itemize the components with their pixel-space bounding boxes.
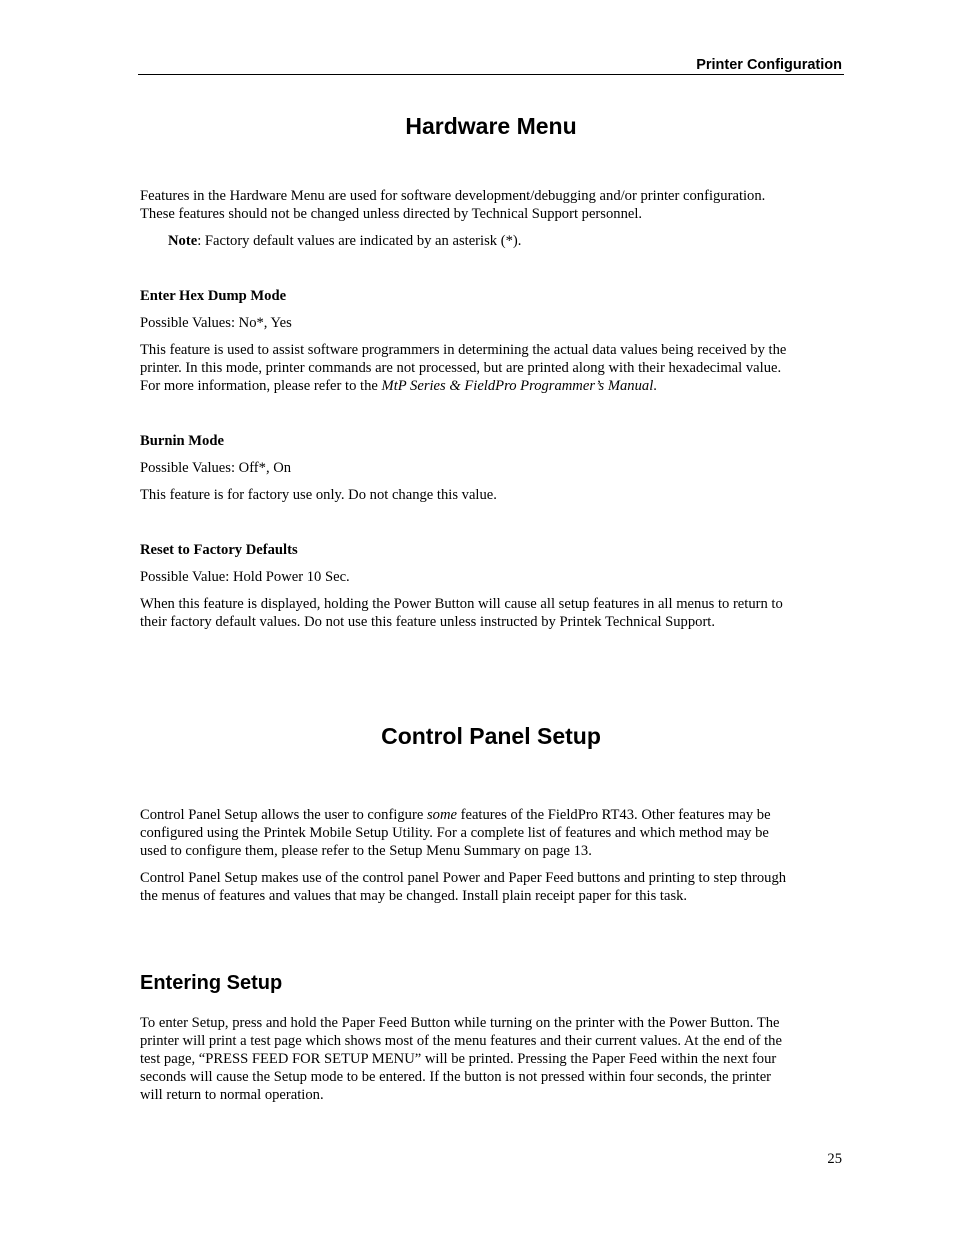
burnin-heading: Burnin Mode <box>140 433 224 449</box>
hexdump-desc-line-3a: For more information, please refer to the <box>140 378 382 394</box>
entering-setup-paragraph <box>140 1014 840 1104</box>
control-paragraph-1 <box>140 806 840 860</box>
hexdump-desc-line-3 <box>140 377 840 395</box>
running-header-title: Printer Configuration <box>696 57 842 73</box>
page-number: 25 <box>827 1151 842 1167</box>
reset-heading: Reset to Factory Defaults <box>140 542 298 558</box>
hardware-intro <box>140 187 840 223</box>
hexdump-description <box>140 341 840 395</box>
reset-desc-line-1: When this feature is displayed, holding the Power Button will cause all setup features in all menus to return to <box>140 596 783 612</box>
hardware-intro-line-1: Features in the Hardware Menu are used for software development/debugging and/or printer configuration. <box>140 188 766 204</box>
hexdump-heading: Enter Hex Dump Mode <box>140 288 287 304</box>
control-p1-line-1b: features of the FieldPro RT43. Other features may be <box>456 807 771 823</box>
hexdump-desc-line-3b: . <box>653 378 657 394</box>
hexdump-desc-line-2: printer. In this mode, printer commands are not processed, but are printed along with their hexadecimal value. <box>140 360 782 376</box>
burnin-description: This feature is for factory use only. Do not change this value. <box>140 487 497 503</box>
control-paragraph-2 <box>140 869 840 905</box>
hexdump-values: Possible Values: No*, Yes <box>140 315 292 331</box>
control-p1-line-1a: Control Panel Setup allows the user to configure <box>140 807 427 823</box>
control-p2-line-2: the menus of features and values that may be changed. Install plain receipt paper for this task. <box>140 888 688 904</box>
reset-description <box>140 595 840 631</box>
note-text: : Factory default values are indicated by an asterisk (*). <box>197 233 522 249</box>
entering-setup-heading: Entering Setup <box>140 972 283 994</box>
entering-line-1: To enter Setup, press and hold the Paper Feed Button while turning on the printer with the Power Button. The <box>140 1015 780 1031</box>
reset-desc-line-2: their factory default values. Do not use this feature unless instructed by Printek Technical Support. <box>140 614 716 630</box>
entering-line-2: printer will print a test page which shows most of the menu features and their current values. At the end of the <box>140 1033 782 1049</box>
note <box>168 232 840 250</box>
control-p1-italic: some <box>426 807 457 823</box>
control-p1-line-3: used to configure them, please refer to the Setup Menu Summary on page 13. <box>140 843 592 859</box>
control-p2-line-1: Control Panel Setup makes use of the control panel Power and Paper Feed buttons and printing to step through <box>140 870 787 886</box>
reset-values: Possible Value: Hold Power 10 Sec. <box>140 569 350 585</box>
control-p1-line-1 <box>140 806 840 824</box>
entering-line-4: seconds will cause the Setup mode to be entered. If the button is not pressed within four seconds, the printer <box>140 1069 772 1085</box>
hexdump-desc-line-1: This feature is used to assist software programmers in determining the actual data values being received by the <box>140 342 787 358</box>
note-label: Note <box>168 233 198 249</box>
burnin-values: Possible Values: Off*, On <box>140 460 292 476</box>
control-p1-line-2: configured using the Printek Mobile Setup Utility. For a complete list of features and which method may be <box>140 825 769 841</box>
running-header <box>138 56 844 75</box>
entering-line-5: will return to normal operation. <box>140 1087 324 1103</box>
hardware-menu-heading: Hardware Menu <box>405 113 577 139</box>
hardware-intro-line-2: These features should not be changed unless directed by Technical Support personnel. <box>140 206 643 222</box>
entering-line-3: test page, “PRESS FEED FOR SETUP MENU” will be printed. Pressing the Paper Feed within the next four <box>140 1051 777 1067</box>
control-panel-setup-heading: Control Panel Setup <box>381 723 601 749</box>
programmers-manual-title: MtP Series & FieldPro Programmer’s Manual <box>381 378 654 394</box>
